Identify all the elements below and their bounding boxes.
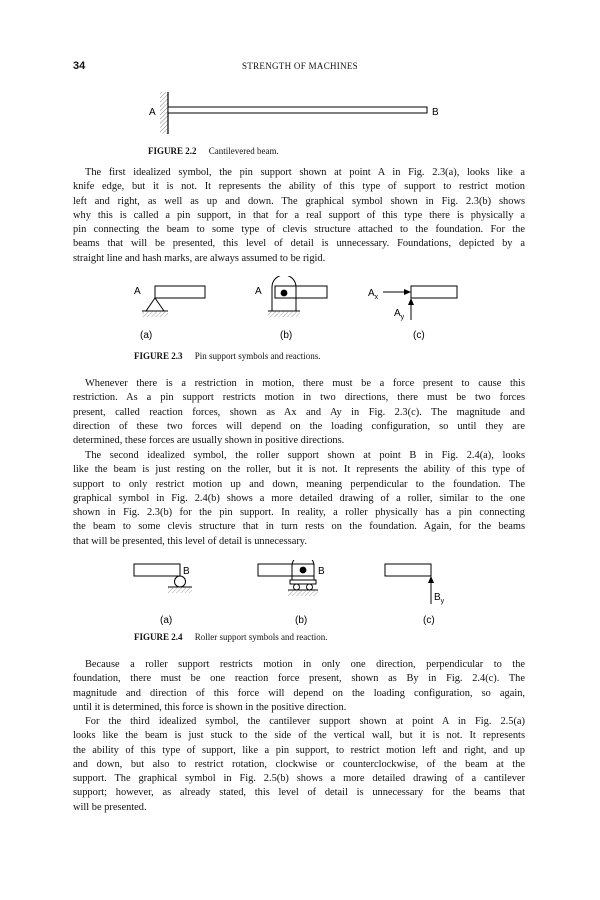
figure-2-4-caption-label: FIGURE 2.4	[134, 632, 183, 642]
beam	[385, 564, 431, 576]
text-line: that will be presented, this level of detail is unnecessary.	[73, 535, 307, 547]
point-a-label: A	[134, 286, 141, 297]
text-line: restriction. As a pin support restricts motion in two directions, there must be two forces	[73, 392, 525, 404]
text-line: For the third idealized symbol, the cantilever support shown at point A in Fig. 2.5(a)	[85, 716, 525, 727]
text-line: graphical symbol in Fig. 2.4(b) shows a more detailed drawing of a roller, similar to the one	[73, 492, 525, 504]
beam	[411, 286, 457, 298]
paragraph-pin-reactions	[73, 377, 525, 448]
arrowhead-icon	[428, 576, 434, 583]
text-line: the beam to some clevis structure that in turn rests on the foundation. Again, for the beams	[73, 521, 525, 533]
reaction-by-label: $B_y$	[434, 592, 445, 605]
cantilever-beam	[168, 107, 427, 113]
subfigure-label-b: (b)	[280, 330, 293, 341]
figure-2-2-caption-text: Cantilevered beam.	[208, 146, 279, 156]
point-b-label: B	[318, 566, 325, 577]
subfigure-label-a: (a)	[140, 330, 153, 341]
beam	[155, 286, 205, 298]
paragraph-roller-reaction	[73, 658, 525, 715]
arrowhead-icon	[404, 289, 411, 295]
arrowhead-icon	[408, 298, 414, 305]
figure-2-2-diagram	[140, 88, 450, 138]
page-number: 34	[73, 60, 86, 72]
reaction-ay-label: $A_y$	[394, 308, 405, 321]
running-title: STRENGTH OF MACHINES	[241, 61, 358, 71]
ground-hatch	[168, 587, 192, 593]
figure-2-3-caption-label: FIGURE 2.3	[134, 351, 183, 361]
text-line: knife edge, but it is not. It represents the ability of this type of support to restrict motion	[73, 181, 525, 193]
roller-icon	[175, 576, 186, 587]
text-line: support. The graphical symbol in Fig. 2.5(b) shows a more detailed drawing of a cantilever	[73, 773, 525, 785]
subfigure-label-b: (b)	[295, 615, 308, 626]
pin-support-detailed	[255, 276, 327, 341]
text-line: foundation, there must be one reaction force present, shown as By in Fig. 2.4(c). The	[73, 673, 525, 685]
point-b-label: B	[183, 566, 190, 577]
reaction-ax-label: $A_x$	[368, 288, 379, 301]
roller-support-simple	[134, 564, 192, 626]
figure-2-4-caption	[134, 632, 328, 642]
pin-triangle	[146, 298, 164, 311]
figure-2-3-caption	[134, 351, 321, 361]
text-line: left and right, as well as up and down. The graphical symbol shown in Fig. 2.3(b) shows	[73, 195, 525, 207]
text-line: support; however, as already stated, this level of detail is unnecessary for the beams that	[73, 787, 525, 799]
ground-hatch	[288, 590, 318, 596]
subfigure-label-c: (c)	[423, 615, 435, 626]
text-line: until it is determined, this force is shown in the positive direction.	[73, 701, 347, 713]
text-line: will be presented.	[73, 801, 147, 813]
paragraph-roller-support	[73, 449, 525, 549]
paragraph-pin-support-intro	[73, 166, 525, 266]
text-line: and down, but also to restrict rotation, clockwise or counterclockwise, of the beam at the	[73, 758, 525, 770]
figure-2-3-diagram	[120, 276, 480, 348]
pin-support-reactions	[368, 286, 457, 341]
pin-icon	[281, 290, 288, 297]
pin-icon	[300, 567, 307, 574]
ground-hatch	[142, 311, 168, 317]
text-line: present, called reaction forces, shown as Ax and Ay in Fig. 2.3(c). The magnitude and	[73, 406, 525, 418]
text-line: direction of these two forces will depend on the loading configuration, so until they are	[73, 420, 525, 432]
point-a-label: A	[255, 286, 262, 297]
paragraph-cantilever-support	[73, 715, 525, 815]
figure-2-2-caption	[148, 146, 279, 156]
text-line: the ability of this type of support, like a pin support, to restrict motion left and right, and up	[73, 744, 525, 756]
fixed-wall-hatch	[160, 92, 168, 134]
figure-2-4-diagram	[120, 560, 480, 634]
roller-support-detailed	[258, 560, 325, 626]
text-line: straight line and hash marks, are always assumed to be rigid.	[73, 252, 326, 264]
roller-support-reaction	[385, 564, 445, 626]
figure-2-4-caption-text: Roller support symbols and reaction.	[194, 632, 328, 642]
text-line: determined, these forces are usually shown in positive directions.	[73, 435, 345, 447]
text-line: The first idealized symbol, the pin support shown at point A in Fig. 2.3(a), looks like a	[85, 167, 525, 178]
text-line: like the beam is just resting on the roller, but it is not. It represents the ability of this type of	[73, 464, 525, 476]
figure-2-2-caption-label: FIGURE 2.2	[148, 146, 197, 156]
point-a-label: A	[149, 107, 156, 118]
text-line: looks like the beam is just stuck to the side of the vertical wall, but it is not. It represents	[73, 730, 525, 742]
point-b-label: B	[432, 107, 439, 118]
roller-wheel-icon	[307, 584, 313, 590]
subfigure-label-a: (a)	[160, 615, 173, 626]
text-line: Because a roller support restricts motion in only one direction, perpendicular to the	[85, 659, 525, 670]
text-line: why this is called a pin support, in that for a real support of this type there is physically a	[73, 209, 525, 221]
figure-2-3-caption-text: Pin support symbols and reactions.	[194, 351, 321, 361]
ground-hatch	[268, 311, 300, 317]
text-line: magnitude and direction of this force will depend on the loading configuration, so again,	[73, 687, 525, 699]
beam	[134, 564, 180, 576]
text-line: support to only restrict motion up and down, meaning perpendicular to the foundation. The	[73, 478, 525, 490]
text-line: The second idealized symbol, the roller support shown at point B in Fig. 2.4(a), looks	[85, 450, 525, 461]
pin-support-simple	[134, 286, 205, 341]
roller-base	[290, 580, 316, 584]
text-line: shown in Fig. 2.3(b) for the pin support. In reality, a roller physically has a pin connecting	[73, 507, 525, 519]
subfigure-label-c: (c)	[413, 330, 425, 341]
roller-wheel-icon	[294, 584, 300, 590]
text-line: pin connecting the beam to some type of clevis structure attached to the foundation. For the	[73, 224, 525, 236]
text-line: Whenever there is a restriction in motion, there must be a force present to cause this	[85, 378, 525, 389]
text-line: beams that will be presented, this level of detail is unnecessary. Foundations, depicted by a	[73, 238, 525, 250]
